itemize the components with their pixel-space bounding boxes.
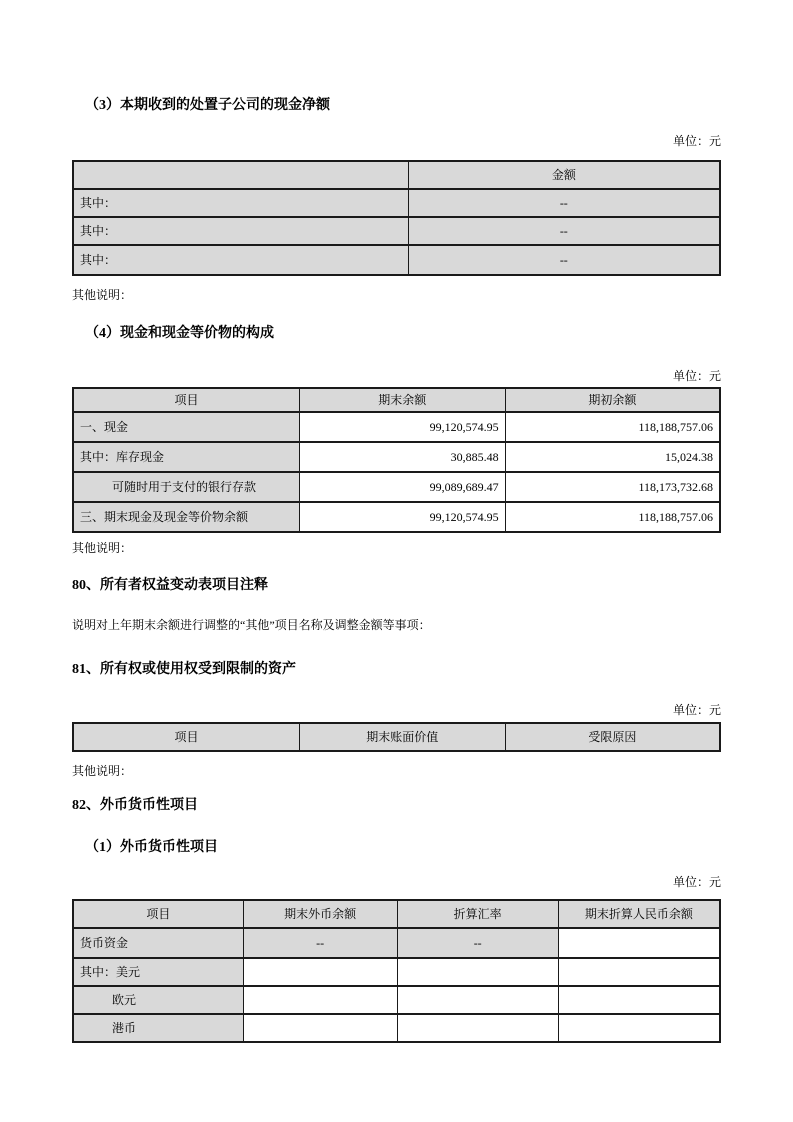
- header-cell-fc-balance: 期末外币余额: [243, 900, 397, 928]
- table-row: [73, 502, 720, 532]
- rate-cell: [397, 958, 558, 986]
- amount-cell: --: [408, 217, 720, 245]
- beginning-balance-cell: 118,173,732.68: [505, 472, 720, 502]
- row-label-cell: 其中：: [73, 189, 408, 217]
- table-row: [73, 986, 720, 1014]
- header-cell-ending: 期末余额: [299, 388, 505, 412]
- table-row: [73, 217, 720, 245]
- heading-foreign-currency-items: （1）外币货币性项目: [85, 840, 218, 855]
- amount-cell: --: [408, 245, 720, 275]
- table-row: [73, 412, 720, 442]
- other-note: 其他说明：: [72, 288, 133, 302]
- header-cell-amount: 金额: [408, 161, 720, 189]
- fc-balance-cell: [243, 986, 397, 1014]
- unit-label: 单位：元: [672, 369, 721, 383]
- table-header-row: [73, 900, 720, 928]
- ending-balance-cell: 99,089,689.47: [299, 472, 505, 502]
- row-label-cell: 一、现金: [73, 412, 299, 442]
- rate-cell: [397, 986, 558, 1014]
- table-row: [73, 928, 720, 958]
- header-cell-rate: 折算汇率: [397, 900, 558, 928]
- equity-adjustment-note: 说明对上年期末余额进行调整的“其他”项目名称及调整金额等事项：: [72, 618, 431, 632]
- table-cash-composition: [72, 387, 721, 533]
- heading-equity-notes: 80、所有者权益变动表项目注释: [72, 578, 268, 593]
- row-label-cell: 可随时用于支付的银行存款: [73, 472, 299, 502]
- ending-balance-cell: 30,885.48: [299, 442, 505, 472]
- header-cell-rmb-balance: 期末折算人民币余额: [558, 900, 720, 928]
- rmb-balance-cell: [558, 1014, 720, 1042]
- row-label-cell: 其中：库存现金: [73, 442, 299, 472]
- rmb-balance-cell: [558, 958, 720, 986]
- header-cell-book-value: 期末账面价值: [299, 723, 505, 751]
- row-label-cell: 其中：美元: [73, 958, 243, 986]
- heading-restricted-assets: 81、所有权或使用权受到限制的资产: [72, 662, 296, 677]
- table-header-row: [73, 723, 720, 751]
- rate-cell: [397, 1014, 558, 1042]
- row-label-cell: 欧元: [73, 986, 243, 1014]
- row-label-cell: 其中：: [73, 217, 408, 245]
- row-label-cell: 其中：: [73, 245, 408, 275]
- table-row: [73, 472, 720, 502]
- table-row: [73, 245, 720, 275]
- table-foreign-currency: [72, 899, 721, 1043]
- ending-balance-cell: 99,120,574.95: [299, 412, 505, 442]
- header-cell-item: 项目: [73, 900, 243, 928]
- beginning-balance-cell: 118,188,757.06: [505, 412, 720, 442]
- header-cell-reason: 受限原因: [505, 723, 720, 751]
- unit-label: 单位：元: [672, 134, 721, 148]
- table-disposal-cash: [72, 160, 721, 276]
- row-label-cell: 三、期末现金及现金等价物余额: [73, 502, 299, 532]
- table-header-row: [73, 388, 720, 412]
- rate-cell: --: [397, 928, 558, 958]
- table-row: [73, 958, 720, 986]
- unit-label: 单位：元: [672, 875, 721, 889]
- ending-balance-cell: 99,120,574.95: [299, 502, 505, 532]
- fc-balance-cell: [243, 958, 397, 986]
- row-label-cell: 港币: [73, 1014, 243, 1042]
- beginning-balance-cell: 118,188,757.06: [505, 502, 720, 532]
- header-cell-item: 项目: [73, 388, 299, 412]
- amount-cell: --: [408, 189, 720, 217]
- unit-label: 单位：元: [672, 703, 721, 717]
- table-row: [73, 1014, 720, 1042]
- rmb-balance-cell: [558, 928, 720, 958]
- other-note: 其他说明：: [72, 764, 133, 778]
- heading-cash-equivalents: （4）现金和现金等价物的构成: [85, 326, 274, 341]
- other-note: 其他说明：: [72, 541, 133, 555]
- fc-balance-cell: --: [243, 928, 397, 958]
- table-row: [73, 189, 720, 217]
- row-label-cell: 货币资金: [73, 928, 243, 958]
- table-header-row: [73, 161, 720, 189]
- header-cell-item: 项目: [73, 723, 299, 751]
- heading-disposal-cash: （3）本期收到的处置子公司的现金净额: [85, 98, 330, 113]
- table-restricted-assets: [72, 722, 721, 752]
- fc-balance-cell: [243, 1014, 397, 1042]
- header-cell-beginning: 期初余额: [505, 388, 720, 412]
- beginning-balance-cell: 15,024.38: [505, 442, 720, 472]
- table-row: [73, 442, 720, 472]
- heading-foreign-currency: 82、外币货币性项目: [72, 798, 198, 813]
- header-cell-item: [73, 161, 408, 189]
- rmb-balance-cell: [558, 986, 720, 1014]
